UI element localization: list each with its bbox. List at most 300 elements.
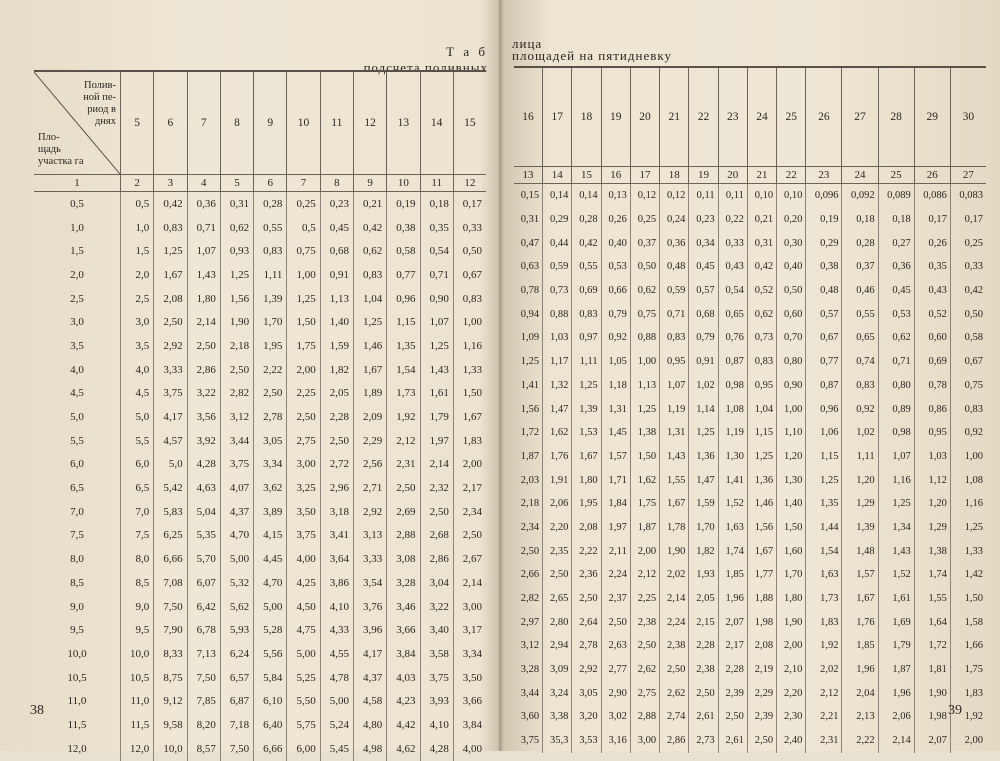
- table-row: [34, 524, 486, 548]
- value-cell: 3,17: [453, 618, 486, 642]
- value-cell: 1,67: [842, 587, 878, 611]
- value-cell: 0,59: [660, 279, 689, 303]
- value-cell: 1,89: [353, 382, 386, 406]
- value-cell: 3,22: [187, 382, 220, 406]
- value-cell: 3,75: [287, 524, 320, 548]
- value-cell: 1,35: [806, 492, 842, 516]
- value-cell: 5,70: [187, 547, 220, 571]
- value-cell: 7,13: [187, 642, 220, 666]
- value-cell: 2,94: [543, 634, 572, 658]
- value-cell: 1,96: [878, 681, 914, 705]
- column-number: 21: [747, 167, 776, 184]
- value-cell: 3,22: [420, 595, 453, 619]
- value-cell: 1,61: [878, 587, 914, 611]
- value-cell: 3,16: [601, 729, 630, 753]
- table-row: [514, 397, 986, 421]
- value-cell: 1,25: [630, 397, 659, 421]
- value-cell: 0,71: [420, 263, 453, 287]
- value-cell: 2,38: [689, 658, 718, 682]
- value-cell: 1,80: [777, 587, 806, 611]
- table-row: [514, 231, 986, 255]
- column-number: 20: [718, 167, 747, 184]
- value-cell: 4,23: [387, 689, 420, 713]
- value-cell: 0,92: [842, 397, 878, 421]
- value-cell: 2,07: [718, 610, 747, 634]
- value-cell: 3,60: [520, 711, 540, 723]
- value-cell: 1,16: [950, 492, 986, 516]
- value-cell: 2,50: [543, 563, 572, 587]
- value-cell: 2,00: [950, 729, 986, 753]
- value-cell: 1,15: [387, 310, 420, 334]
- column-header: 9: [254, 71, 287, 175]
- value-cell: 4,10: [320, 595, 353, 619]
- value-cell: 1,56: [520, 403, 540, 415]
- value-cell: 3,56: [187, 405, 220, 429]
- value-cell: 2,75: [287, 429, 320, 453]
- value-cell: 1,30: [718, 445, 747, 469]
- value-cell: 0,73: [747, 326, 776, 350]
- table-row: [514, 492, 986, 516]
- value-cell: 3,33: [353, 547, 386, 571]
- value-cell: 8,20: [187, 713, 220, 737]
- table-row: [34, 192, 486, 216]
- value-cell: 6,42: [187, 595, 220, 619]
- value-cell: 2,24: [660, 610, 689, 634]
- value-cell: 8,75: [154, 666, 187, 690]
- value-cell: 2,61: [718, 729, 747, 753]
- value-cell: 1,56: [220, 287, 253, 311]
- value-cell: 2,50: [630, 634, 659, 658]
- value-cell: 2,14: [187, 310, 220, 334]
- value-cell: 1,82: [689, 539, 718, 563]
- value-cell: 4,75: [287, 618, 320, 642]
- value-cell: 0,31: [747, 231, 776, 255]
- value-cell: 3,12: [220, 405, 253, 429]
- value-cell: 6,66: [254, 737, 287, 761]
- table-row: [34, 453, 486, 477]
- value-cell: 11,5: [121, 713, 154, 737]
- value-cell: 0,29: [806, 231, 842, 255]
- value-cell: 0,78: [520, 285, 540, 297]
- table-row: [514, 563, 986, 587]
- value-cell: 0,90: [420, 287, 453, 311]
- value-cell: 1,83: [453, 429, 486, 453]
- value-cell: 0,26: [914, 231, 950, 255]
- value-cell: 3,04: [420, 571, 453, 595]
- table-row: [514, 634, 986, 658]
- value-cell: 0,80: [777, 350, 806, 374]
- area-cell: 6,0: [70, 458, 84, 471]
- value-cell: 1,47: [543, 397, 572, 421]
- value-cell: 1,46: [747, 492, 776, 516]
- value-cell: 1,15: [806, 445, 842, 469]
- column-header: 6: [154, 71, 187, 175]
- value-cell: 2,22: [572, 539, 601, 563]
- table-row: [514, 468, 986, 492]
- value-cell: 2,29: [747, 681, 776, 705]
- value-cell: 0,91: [689, 350, 718, 374]
- value-cell: 1,48: [842, 539, 878, 563]
- value-cell: 6,87: [220, 689, 253, 713]
- value-cell: 0,21: [747, 208, 776, 232]
- table-row: [34, 737, 486, 761]
- value-cell: 5,45: [320, 737, 353, 761]
- value-cell: 1,43: [660, 445, 689, 469]
- value-cell: 2,07: [914, 729, 950, 753]
- column-header: 12: [353, 71, 386, 175]
- table-row: [34, 713, 486, 737]
- value-cell: 6,10: [254, 689, 287, 713]
- value-cell: 9,58: [154, 713, 187, 737]
- value-cell: 0,35: [914, 255, 950, 279]
- value-cell: 1,00: [950, 445, 986, 469]
- value-cell: 1,59: [689, 492, 718, 516]
- value-cell: 2,50: [220, 358, 253, 382]
- value-cell: 2,12: [806, 681, 842, 705]
- value-cell: 4,33: [320, 618, 353, 642]
- table-row: [34, 382, 486, 406]
- value-cell: 2,50: [572, 587, 601, 611]
- value-cell: 0,83: [747, 350, 776, 374]
- value-cell: 3,08: [387, 547, 420, 571]
- value-cell: 0,67: [950, 350, 986, 374]
- table-row: [34, 310, 486, 334]
- value-cell: 4,00: [287, 547, 320, 571]
- value-cell: 5,75: [287, 713, 320, 737]
- value-cell: 1,35: [387, 334, 420, 358]
- value-cell: 2,50: [689, 681, 718, 705]
- value-cell: 2,38: [660, 634, 689, 658]
- table-row: [514, 421, 986, 445]
- value-cell: 2,72: [320, 453, 353, 477]
- value-cell: 2,5: [121, 287, 154, 311]
- value-cell: 8,0: [121, 547, 154, 571]
- value-cell: 2,31: [387, 453, 420, 477]
- value-cell: 2,14: [453, 571, 486, 595]
- value-cell: 7,50: [187, 666, 220, 690]
- value-cell: 1,04: [747, 397, 776, 421]
- value-cell: 0,31: [520, 214, 540, 226]
- column-number: 9: [353, 175, 386, 192]
- value-cell: 5,35: [187, 524, 220, 548]
- value-cell: 2,50: [154, 310, 187, 334]
- value-cell: 1,41: [520, 379, 540, 391]
- value-cell: 1,60: [777, 539, 806, 563]
- page-number-right: 39: [948, 703, 962, 718]
- value-cell: 3,28: [387, 571, 420, 595]
- value-cell: 3,33: [154, 358, 187, 382]
- value-cell: 5,00: [254, 595, 287, 619]
- value-cell: 5,00: [320, 689, 353, 713]
- value-cell: 1,81: [914, 658, 950, 682]
- left-page: [0, 0, 498, 755]
- table-row: [514, 445, 986, 469]
- value-cell: 5,84: [254, 666, 287, 690]
- value-cell: 0,69: [572, 279, 601, 303]
- area-cell: 7,0: [70, 505, 84, 518]
- value-cell: 0,28: [572, 208, 601, 232]
- value-cell: 2,63: [601, 634, 630, 658]
- value-cell: 0,53: [601, 255, 630, 279]
- value-cell: 2,10: [777, 658, 806, 682]
- value-cell: 0,83: [254, 239, 287, 263]
- value-cell: 1,40: [777, 492, 806, 516]
- value-cell: 0,20: [777, 208, 806, 232]
- title-left-line2: подсчета поливных: [363, 60, 488, 75]
- value-cell: 1,56: [747, 516, 776, 540]
- value-cell: 3,5: [121, 334, 154, 358]
- value-cell: 3,75: [520, 735, 540, 747]
- value-cell: 2,28: [718, 658, 747, 682]
- value-cell: 1,73: [806, 587, 842, 611]
- value-cell: 1,96: [842, 658, 878, 682]
- value-cell: 1,25: [353, 310, 386, 334]
- table-row: [514, 350, 986, 374]
- column-number: 23: [806, 167, 842, 184]
- value-cell: 7,90: [154, 618, 187, 642]
- value-cell: 0,83: [842, 374, 878, 398]
- value-cell: 5,32: [220, 571, 253, 595]
- value-cell: 1,31: [601, 397, 630, 421]
- table-row: [514, 279, 986, 303]
- value-cell: 0,14: [543, 184, 572, 208]
- column-number: 7: [287, 175, 320, 192]
- value-cell: 0,55: [254, 216, 287, 240]
- value-cell: 1,83: [950, 681, 986, 705]
- value-cell: 0,66: [601, 279, 630, 303]
- value-cell: 5,04: [187, 500, 220, 524]
- value-cell: 0,98: [718, 374, 747, 398]
- value-cell: 1,79: [420, 405, 453, 429]
- table-row: [34, 263, 486, 287]
- value-cell: 1,07: [878, 445, 914, 469]
- right-data-table: [514, 66, 986, 753]
- value-cell: 0,35: [420, 216, 453, 240]
- value-cell: 2,00: [777, 634, 806, 658]
- value-cell: 5,83: [154, 500, 187, 524]
- value-cell: 4,80: [353, 713, 386, 737]
- value-cell: 1,67: [660, 492, 689, 516]
- value-cell: 0,10: [777, 184, 806, 208]
- value-cell: 2,78: [254, 405, 287, 429]
- value-cell: 1,33: [453, 358, 486, 382]
- value-cell: 2,32: [420, 476, 453, 500]
- value-cell: 1,78: [660, 516, 689, 540]
- value-cell: 1,38: [630, 421, 659, 445]
- value-cell: 0,25: [287, 192, 320, 216]
- column-header: 25: [777, 67, 806, 167]
- value-cell: 1,67: [747, 539, 776, 563]
- column-number: 2: [121, 175, 154, 192]
- value-cell: 0,75: [950, 374, 986, 398]
- value-cell: 1,25: [689, 421, 718, 445]
- value-cell: 1,57: [842, 563, 878, 587]
- value-cell: 3,84: [453, 713, 486, 737]
- value-cell: 3,92: [187, 429, 220, 453]
- column-header: 27: [842, 67, 878, 167]
- value-cell: 2,67: [453, 547, 486, 571]
- value-cell: 2,22: [842, 729, 878, 753]
- value-cell: 2,50: [287, 405, 320, 429]
- value-cell: 1,25: [747, 445, 776, 469]
- table-row: [34, 405, 486, 429]
- value-cell: 6,57: [220, 666, 253, 690]
- value-cell: 0,86: [914, 397, 950, 421]
- value-cell: 4,63: [187, 476, 220, 500]
- value-cell: 2,00: [630, 539, 659, 563]
- value-cell: 1,80: [572, 468, 601, 492]
- value-cell: 1,66: [950, 634, 986, 658]
- column-number: 15: [572, 167, 601, 184]
- value-cell: 1,74: [914, 563, 950, 587]
- value-cell: 1,31: [660, 421, 689, 445]
- value-cell: 1,85: [718, 563, 747, 587]
- column-number: 26: [914, 167, 950, 184]
- value-cell: 1,75: [630, 492, 659, 516]
- value-cell: 1,19: [718, 421, 747, 445]
- value-cell: 4,03: [387, 666, 420, 690]
- value-cell: 1,12: [914, 468, 950, 492]
- value-cell: 1,67: [353, 358, 386, 382]
- value-cell: 12,0: [121, 737, 154, 761]
- column-number: 8: [320, 175, 353, 192]
- value-cell: 2,25: [287, 382, 320, 406]
- table-row: [514, 539, 986, 563]
- value-cell: 1,39: [842, 516, 878, 540]
- value-cell: 3,18: [320, 500, 353, 524]
- value-cell: 0,73: [543, 279, 572, 303]
- value-cell: 3,0: [121, 310, 154, 334]
- column-number: 4: [187, 175, 220, 192]
- column-header: 5: [121, 71, 154, 175]
- column-header: 26: [806, 67, 842, 167]
- value-cell: 2,50: [601, 610, 630, 634]
- value-cell: 1,67: [453, 405, 486, 429]
- value-cell: 0,75: [287, 239, 320, 263]
- value-cell: 0,44: [543, 231, 572, 255]
- value-cell: 1,71: [601, 468, 630, 492]
- column-header: 11: [320, 71, 353, 175]
- area-cell: 11,5: [67, 718, 87, 731]
- column-header: 24: [747, 67, 776, 167]
- value-cell: 2,08: [747, 634, 776, 658]
- value-cell: 2,17: [718, 634, 747, 658]
- value-cell: 0,97: [572, 326, 601, 350]
- value-cell: 1,25: [878, 492, 914, 516]
- value-cell: 1,45: [601, 421, 630, 445]
- value-cell: 1,93: [689, 563, 718, 587]
- value-cell: 1,50: [453, 382, 486, 406]
- value-cell: 0,36: [660, 231, 689, 255]
- value-cell: 1,90: [914, 681, 950, 705]
- column-number: 22: [777, 167, 806, 184]
- value-cell: 0,42: [747, 255, 776, 279]
- value-cell: 5,42: [154, 476, 187, 500]
- value-cell: 0,79: [601, 302, 630, 326]
- value-cell: 0,14: [572, 184, 601, 208]
- column-number: 3: [154, 175, 187, 192]
- value-cell: 1,67: [572, 445, 601, 469]
- value-cell: 0,083: [950, 184, 986, 208]
- value-cell: 0,90: [777, 374, 806, 398]
- value-cell: 0,87: [718, 350, 747, 374]
- value-cell: 0,88: [543, 302, 572, 326]
- value-cell: 3,54: [353, 571, 386, 595]
- value-cell: 9,12: [154, 689, 187, 713]
- value-cell: 5,0: [154, 453, 187, 477]
- value-cell: 0,71: [660, 302, 689, 326]
- table-row: [34, 547, 486, 571]
- value-cell: 0,65: [842, 326, 878, 350]
- value-cell: 1,25: [806, 468, 842, 492]
- value-cell: 2,15: [689, 610, 718, 634]
- value-cell: 2,05: [689, 587, 718, 611]
- table-row: [514, 658, 986, 682]
- value-cell: 0,40: [777, 255, 806, 279]
- column-header: 29: [914, 67, 950, 167]
- value-cell: 7,18: [220, 713, 253, 737]
- value-cell: 2,20: [543, 516, 572, 540]
- value-cell: 0,31: [220, 192, 253, 216]
- value-cell: 2,37: [601, 587, 630, 611]
- value-cell: 2,92: [353, 500, 386, 524]
- value-cell: 0,15: [520, 190, 540, 202]
- value-cell: 9,0: [121, 595, 154, 619]
- value-cell: 1,54: [387, 358, 420, 382]
- value-cell: 7,5: [121, 524, 154, 548]
- value-cell: 0,19: [387, 192, 420, 216]
- value-cell: 6,24: [220, 642, 253, 666]
- value-cell: 2,50: [420, 500, 453, 524]
- table-row: [34, 358, 486, 382]
- value-cell: 2,18: [220, 334, 253, 358]
- table-row: [514, 374, 986, 398]
- value-cell: 1,07: [187, 239, 220, 263]
- value-cell: 2,88: [387, 524, 420, 548]
- value-cell: 1,70: [254, 310, 287, 334]
- column-header: 10: [287, 71, 320, 175]
- value-cell: 1,08: [718, 397, 747, 421]
- column-header: 23: [718, 67, 747, 167]
- value-cell: 1,90: [777, 610, 806, 634]
- value-cell: 2,31: [806, 729, 842, 753]
- value-cell: 3,44: [520, 687, 540, 699]
- value-cell: 2,28: [689, 634, 718, 658]
- area-cell: 2,5: [70, 292, 84, 305]
- column-number: 13: [514, 167, 543, 184]
- value-cell: 0,34: [689, 231, 718, 255]
- value-cell: 4,10: [420, 713, 453, 737]
- value-cell: 4,17: [154, 405, 187, 429]
- value-cell: 3,12: [520, 640, 540, 652]
- value-cell: 0,38: [806, 255, 842, 279]
- value-cell: 1,41: [718, 468, 747, 492]
- value-cell: 2,0: [121, 263, 154, 287]
- column-header: 19: [601, 67, 630, 167]
- value-cell: 1,46: [353, 334, 386, 358]
- value-cell: 1,95: [572, 492, 601, 516]
- value-cell: 1,38: [914, 539, 950, 563]
- value-cell: 1,30: [777, 468, 806, 492]
- value-cell: 2,96: [320, 476, 353, 500]
- value-cell: 0,42: [950, 279, 986, 303]
- value-cell: 0,55: [842, 302, 878, 326]
- value-cell: 0,47: [520, 237, 540, 249]
- value-cell: 0,65: [718, 302, 747, 326]
- value-cell: 2,66: [520, 569, 540, 581]
- value-cell: 1,20: [914, 492, 950, 516]
- value-cell: 2,29: [353, 429, 386, 453]
